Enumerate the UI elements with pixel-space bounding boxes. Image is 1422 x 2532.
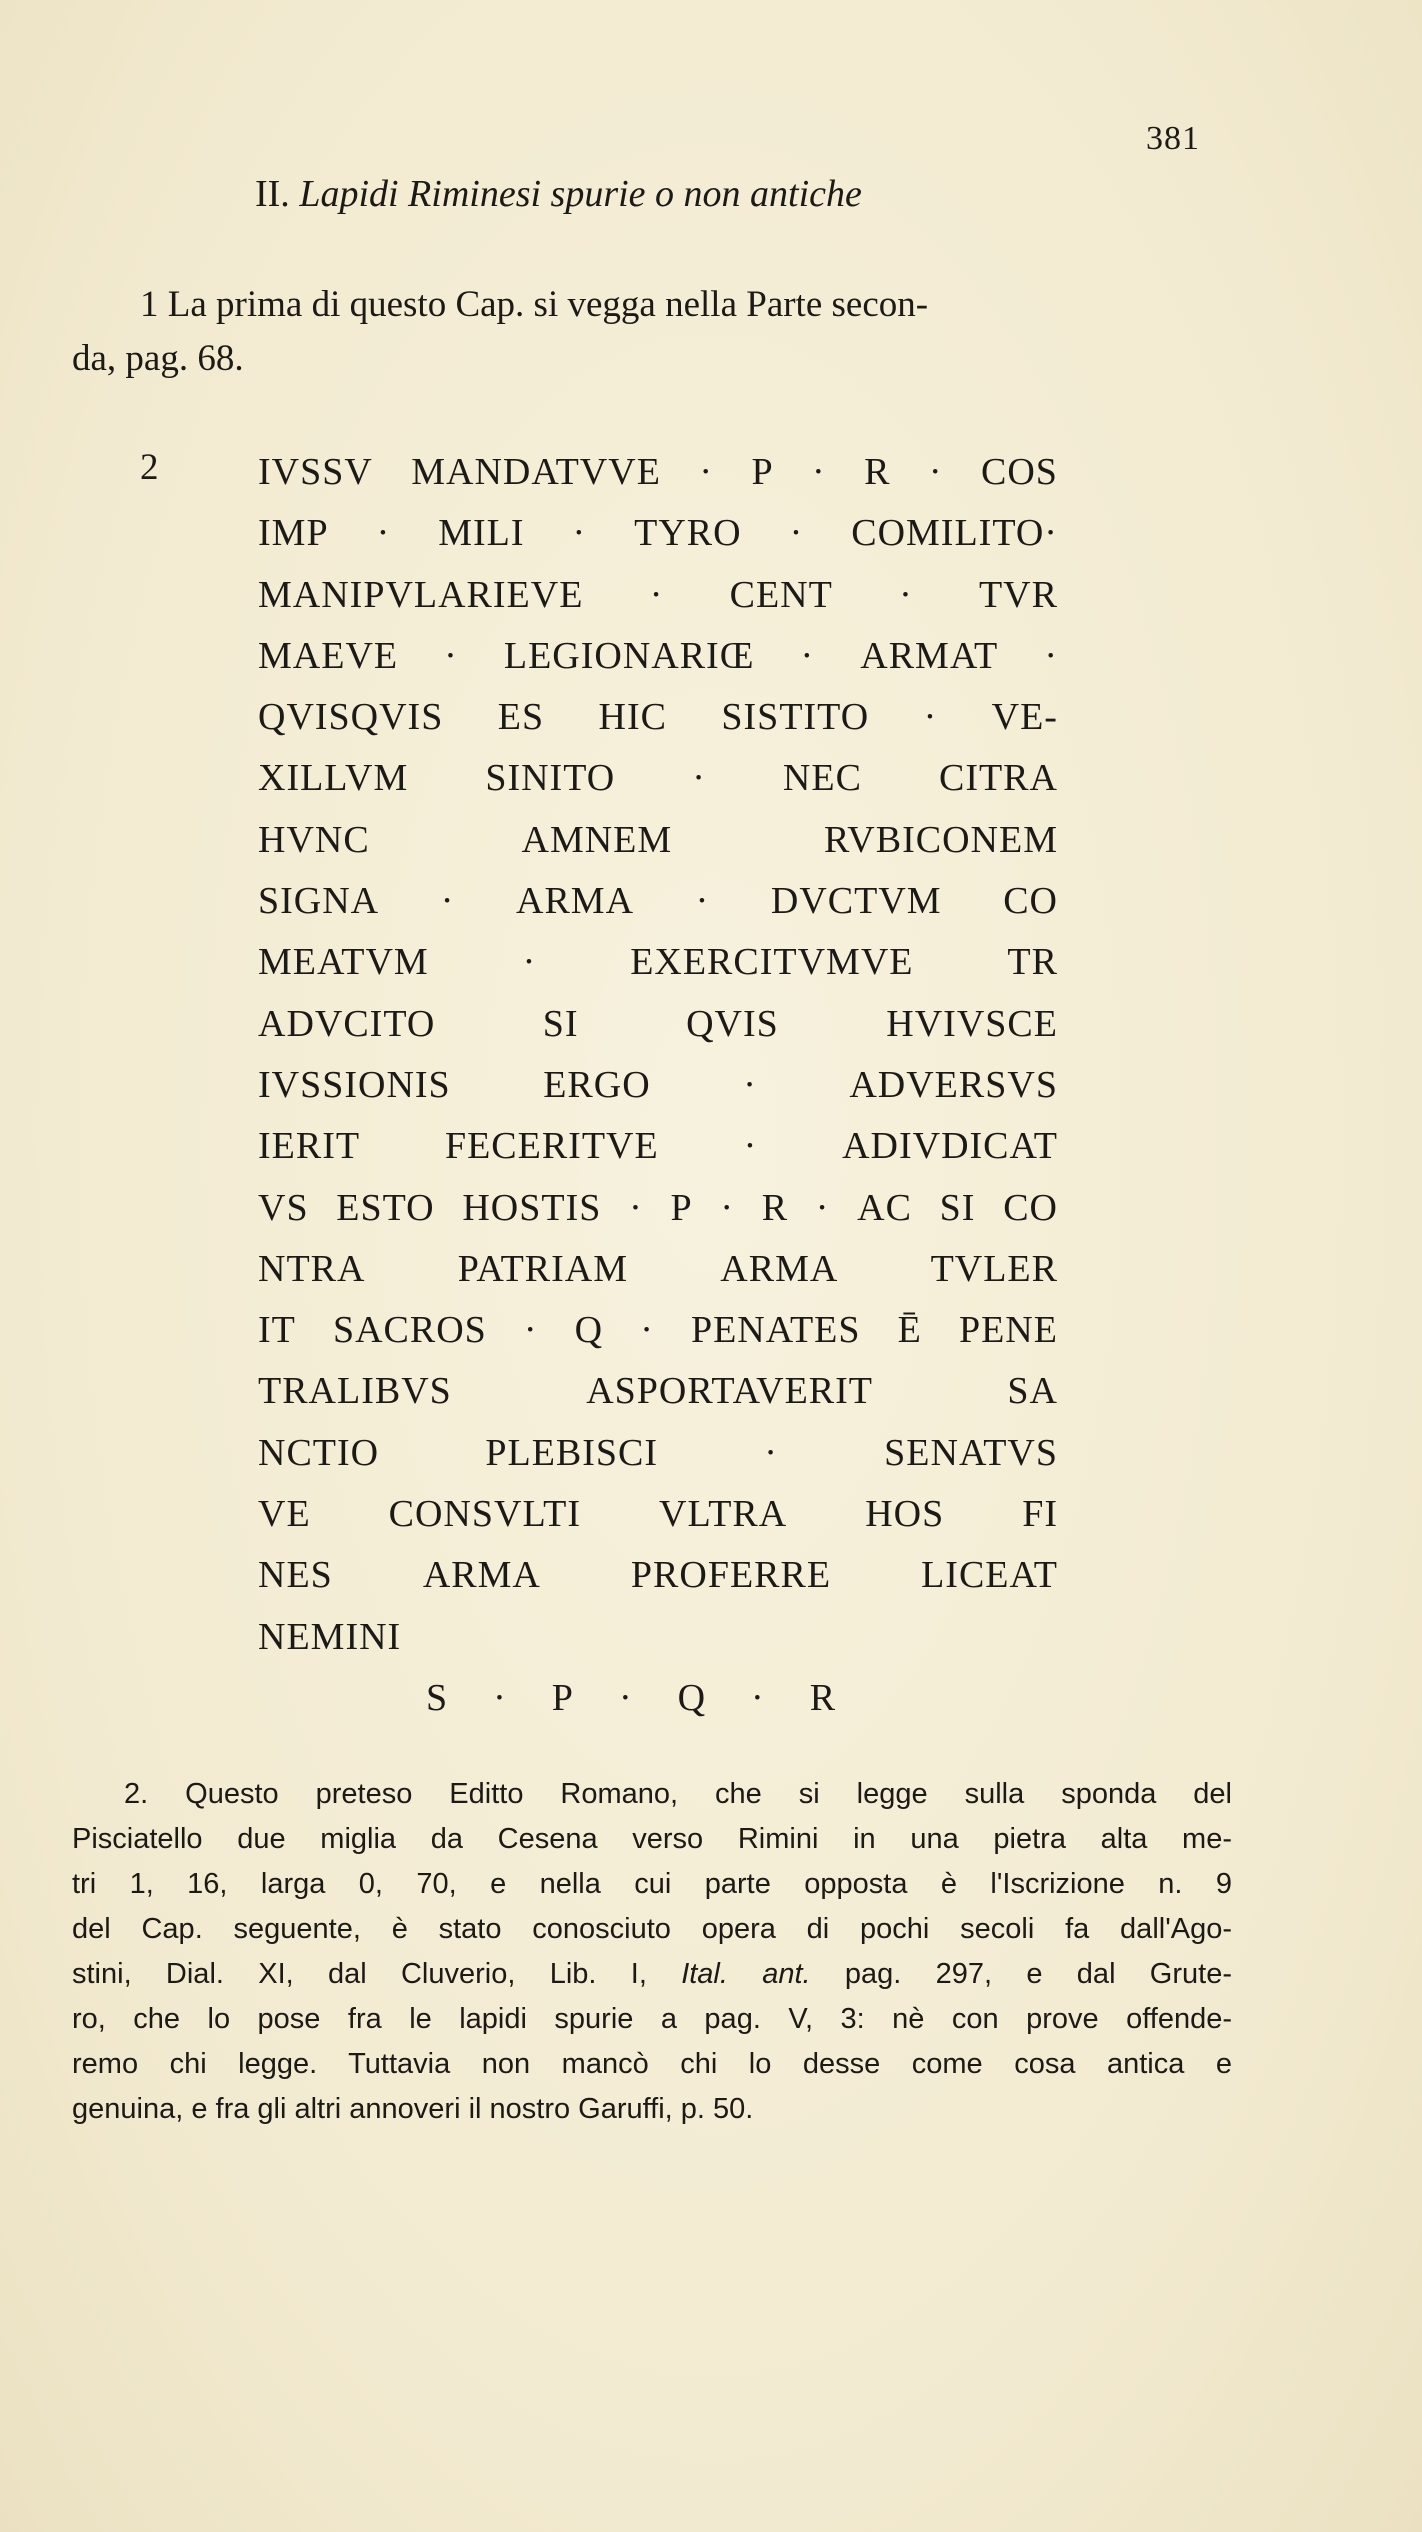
- inscription-text: [258, 442, 1058, 1729]
- section-heading: [255, 172, 862, 216]
- inscription-word: Ē: [897, 1309, 922, 1352]
- inscription-word: AC: [857, 1186, 912, 1229]
- inscription-word: MEATVM: [258, 941, 429, 984]
- inscription-line: [258, 565, 1058, 626]
- inscription-word: ·: [923, 696, 938, 739]
- inscription-word: ADVERSVS: [849, 1063, 1058, 1106]
- footnote-line: genuina, e fra gli altri annoveri il nostro Garuffi, p. 50.: [72, 2093, 754, 2125]
- inscription-word: ·: [376, 512, 391, 555]
- footnote-line: remo chi legge. Tuttavia non mancò chi lo desse come cosa antica e: [72, 2048, 1232, 2080]
- inscription-word: EXERCITVMVE: [630, 941, 914, 984]
- inscription-word: ·: [440, 880, 455, 923]
- inscription-word: NEMINI: [258, 1615, 402, 1658]
- inscription-word: R: [864, 451, 891, 493]
- inscription-word: ARMA: [422, 1554, 541, 1597]
- inscription-line: [258, 994, 1058, 1055]
- inscription-word: HOS: [865, 1493, 945, 1536]
- inscription-word: PROFERRE: [630, 1554, 832, 1597]
- inscription-word: IT: [258, 1309, 296, 1352]
- inscription-closing-spqr: [258, 1668, 1026, 1729]
- inscription-word: MANDATVVE: [411, 451, 661, 493]
- footnote-line: del Cap. seguente, è stato conosciuto opera di pochi secoli fa dall'Ago-: [72, 1913, 1232, 1945]
- inscription-word: ·: [629, 1186, 643, 1229]
- inscription-word: ARMA: [516, 880, 635, 923]
- inscription-word: NCTIO: [258, 1431, 380, 1474]
- inscription-line: [258, 626, 1058, 687]
- inscription-word: Q: [574, 1309, 604, 1352]
- footnote-line: [72, 1952, 1232, 1997]
- inscription-word: TVLER: [930, 1247, 1058, 1290]
- inscription-line: [258, 442, 1058, 503]
- inscription-word: DVCTVM: [770, 880, 942, 923]
- inscription-word: ·: [692, 757, 706, 800]
- footnote-line: Pisciatello due miglia da Cesena verso Rimini in una pietra alta me-: [72, 1823, 1232, 1855]
- paragraph-1-line-2: da, pag. 68.: [72, 338, 244, 379]
- footnote-line-5-start: stini, Dial. XI, dal Cluverio, Lib. I,: [72, 1958, 647, 1990]
- inscription-word: MAEVE: [258, 634, 399, 677]
- inscription-word: SENATVS: [884, 1431, 1058, 1474]
- inscription-word: HOSTIS: [462, 1186, 602, 1229]
- inscription-word: VE-: [991, 696, 1058, 739]
- inscription-closing-letter: ·: [493, 1676, 508, 1719]
- inscription-word: PENATES: [690, 1309, 861, 1352]
- inscription-word: FI: [1022, 1493, 1058, 1536]
- inscription-word: ·: [695, 880, 710, 923]
- inscription-closing-letter: P: [551, 1676, 575, 1719]
- inscription-word: HVIVSCE: [886, 1002, 1058, 1045]
- inscription-word: VLTRA: [659, 1493, 788, 1536]
- inscription-closing-letter: S: [426, 1676, 450, 1719]
- inscription-word: VE: [258, 1493, 311, 1536]
- inscription-word: ·: [522, 941, 537, 984]
- footnote-line: tri 1, 16, larga 0, 70, e nella cui parte opposta è l'Iscrizione n. 9: [72, 1868, 1232, 1900]
- inscription-word: QVIS: [686, 1002, 779, 1045]
- inscription-word: SIGNA: [258, 880, 380, 923]
- inscription-line: [258, 748, 1058, 809]
- inscription-word: QVISQVIS: [258, 696, 444, 739]
- inscription-line: [258, 1607, 1058, 1668]
- inscription-word: PLEBISCI: [485, 1431, 659, 1474]
- paragraph-1-line-1: 1 La prima di questo Cap. si vegga nella Parte secon-: [140, 284, 929, 325]
- inscription-closing-letter: Q: [677, 1676, 708, 1719]
- inscription-word: ESTO: [336, 1186, 435, 1229]
- inscription-word: ·: [764, 1431, 778, 1474]
- footnote-line: ro, che lo pose fra le lapidi spurie a pag. V, 3: nè con prove offende-: [72, 2003, 1232, 2035]
- inscription-closing-letter: ·: [618, 1676, 634, 1719]
- inscription-word: ·: [699, 451, 713, 493]
- inscription-word: PATRIAM: [457, 1247, 629, 1290]
- inscription-line: [258, 1300, 1058, 1361]
- inscription-word: ·: [720, 1186, 734, 1229]
- inscription-word: P: [670, 1186, 693, 1229]
- inscription-word: CENT: [729, 573, 833, 616]
- inscription-line: [258, 1239, 1058, 1300]
- inscription-line: [258, 810, 1058, 871]
- inscription-word: ARMA: [720, 1247, 839, 1290]
- footnote: [72, 1772, 1232, 2132]
- inscription-word: ·: [640, 1309, 654, 1352]
- inscription-word: ES: [497, 696, 545, 739]
- inscription-word: CO: [1003, 880, 1058, 923]
- inscription-line: [258, 1545, 1058, 1606]
- inscription-word: RVBICONEM: [824, 818, 1058, 861]
- inscription-word: NTRA: [258, 1247, 366, 1290]
- inscription-word: ·: [812, 451, 826, 493]
- inscription-line: [258, 1055, 1058, 1116]
- inscription-line: [258, 932, 1058, 993]
- inscription-word: IVSSIONIS: [258, 1063, 451, 1106]
- inscription-word: MILI: [438, 512, 525, 555]
- inscription-word: TRALIBVS: [258, 1370, 452, 1413]
- inscription-line: [258, 1484, 1058, 1545]
- inscription-word: ·: [899, 573, 913, 616]
- inscription-word: R: [761, 1186, 789, 1229]
- inscription-word: SACROS: [332, 1309, 487, 1352]
- inscription-word: COMILITO·: [851, 512, 1058, 555]
- inscription-word: LEGIONARIŒ: [503, 634, 755, 677]
- inscription-word: SINITO: [485, 757, 616, 800]
- inscription-word: COS: [981, 451, 1058, 493]
- inscription-word: ARMAT: [860, 634, 999, 677]
- footnote-citation-italic: Ital. ant.: [681, 1958, 811, 1990]
- inscription-word: SA: [1007, 1370, 1058, 1413]
- inscription-word: IMP: [258, 512, 329, 555]
- inscription-word: ·: [649, 573, 664, 616]
- inscription-word: ·: [572, 512, 587, 555]
- footnote-line-5-end: pag. 297, e dal Grute-: [844, 1958, 1232, 1990]
- inscription-word: PENE: [958, 1309, 1058, 1352]
- inscription-word: TR: [1007, 941, 1058, 984]
- inscription-line: [258, 1423, 1058, 1484]
- inscription-word: ADIVDICAT: [842, 1125, 1058, 1168]
- inscription-word: MANIPVLARIEVE: [258, 573, 584, 616]
- inscription-word: ADVCITO: [258, 1002, 436, 1045]
- inscription-closing-letter: R: [809, 1676, 838, 1719]
- inscription-word: ·: [444, 634, 458, 677]
- inscription-word: ERGO: [543, 1063, 651, 1106]
- footnote-line: 2. Questo preteso Editto Romano, che si legge sulla sponda del: [124, 1778, 1232, 1810]
- inscription-line: [258, 1361, 1058, 1422]
- inscription-word: ·: [523, 1309, 538, 1352]
- section-heading-title: Lapidi Riminesi spurie o non antiche: [299, 173, 862, 215]
- inscription-line: [258, 1116, 1058, 1177]
- inscription-line: [258, 871, 1058, 932]
- inscription-line: [258, 1178, 1058, 1239]
- page-number: 381: [1146, 120, 1200, 157]
- inscription-word: ·: [815, 1186, 830, 1229]
- inscription-word: SISTITO: [721, 696, 870, 739]
- inscription-closing-letter: ·: [751, 1676, 766, 1719]
- inscription-word: IERIT: [258, 1125, 361, 1168]
- inscription-word: XILLVM: [258, 757, 409, 800]
- inscription-word: TYRO: [634, 512, 742, 555]
- inscription-word: AMNEM: [521, 818, 673, 861]
- inscription-word: CONSVLTI: [388, 1493, 582, 1536]
- inscription-word: P: [751, 451, 774, 493]
- inscription-word: CITRA: [938, 757, 1058, 800]
- inscription-word: ·: [1044, 634, 1058, 677]
- inscription-word: SI: [939, 1186, 976, 1229]
- paragraph-1: [72, 278, 1242, 386]
- inscription-word: IVSSV: [258, 451, 373, 493]
- inscription-word: ·: [743, 1063, 757, 1106]
- inscription-word: SI: [542, 1002, 579, 1045]
- inscription-word: CO: [1003, 1186, 1058, 1229]
- inscription-word: ·: [789, 512, 804, 555]
- inscription-word: ·: [800, 634, 815, 677]
- section-heading-number: II.: [255, 173, 290, 215]
- inscription-word: VS: [258, 1186, 309, 1229]
- inscription-line: [258, 687, 1058, 748]
- inscription-word: HVNC: [258, 818, 370, 861]
- inscription-word: NES: [258, 1554, 333, 1597]
- inscription-word: FECERITVE: [444, 1125, 659, 1168]
- inscription-line: [258, 503, 1058, 564]
- inscription-word: TVR: [978, 573, 1058, 616]
- inscription-number: 2: [140, 447, 159, 488]
- inscription-word: HIC: [598, 696, 667, 739]
- inscription-word: ·: [928, 451, 943, 493]
- inscription-word: LICEAT: [921, 1554, 1058, 1597]
- inscription-word: NEC: [782, 757, 862, 800]
- inscription-word: ASPORTAVERIT: [586, 1370, 873, 1413]
- inscription-word: ·: [743, 1125, 758, 1168]
